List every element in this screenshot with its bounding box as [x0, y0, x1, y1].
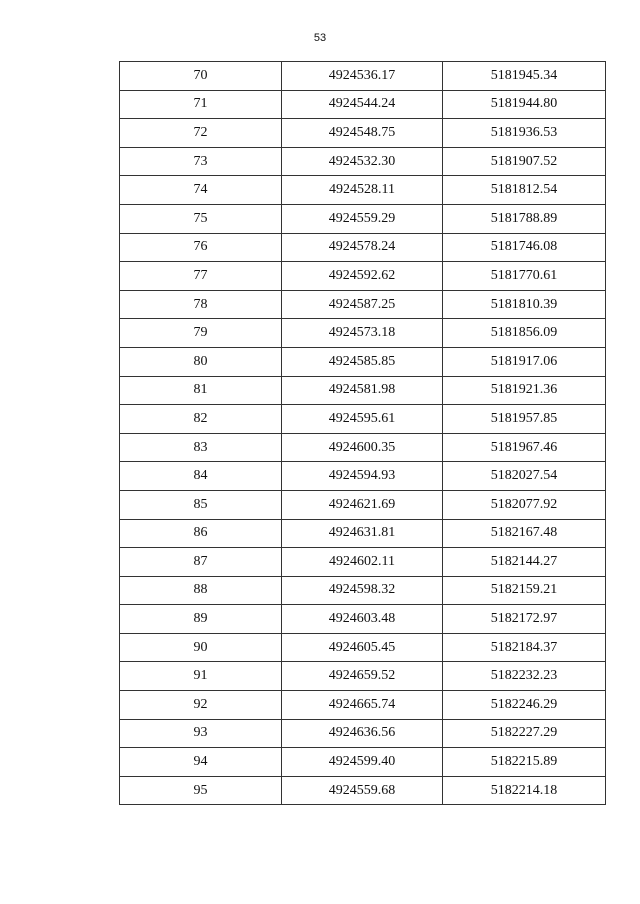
table-row — [120, 90, 606, 119]
point-number-cell: 72 — [120, 119, 282, 148]
y-coordinate-cell: 5182172.97 — [443, 605, 606, 634]
table-row — [120, 662, 606, 691]
y-coordinate-cell: 5181936.53 — [443, 119, 606, 148]
x-coordinate-cell: 4924665.74 — [282, 691, 443, 720]
table-row — [120, 62, 606, 91]
x-coordinate-cell: 4924532.30 — [282, 147, 443, 176]
x-coordinate-cell: 4924528.11 — [282, 176, 443, 205]
point-number-cell: 83 — [120, 433, 282, 462]
x-coordinate-cell: 4924605.45 — [282, 633, 443, 662]
y-coordinate-cell: 5181812.54 — [443, 176, 606, 205]
point-number-cell: 90 — [120, 633, 282, 662]
table-row — [120, 691, 606, 720]
point-number-cell: 78 — [120, 290, 282, 319]
table-row — [120, 519, 606, 548]
table-row — [120, 605, 606, 634]
y-coordinate-cell: 5181921.36 — [443, 376, 606, 405]
y-coordinate-cell: 5181788.89 — [443, 204, 606, 233]
y-coordinate-cell: 5182159.21 — [443, 576, 606, 605]
x-coordinate-cell: 4924559.29 — [282, 204, 443, 233]
point-number-cell: 74 — [120, 176, 282, 205]
y-coordinate-cell: 5182184.37 — [443, 633, 606, 662]
y-coordinate-cell: 5181746.08 — [443, 233, 606, 262]
x-coordinate-cell: 4924594.93 — [282, 462, 443, 491]
table-row — [120, 462, 606, 491]
table-row — [120, 748, 606, 777]
table-row — [120, 405, 606, 434]
point-number-cell: 94 — [120, 748, 282, 777]
table-row — [120, 776, 606, 805]
y-coordinate-cell: 5182144.27 — [443, 548, 606, 577]
table-row — [120, 376, 606, 405]
y-coordinate-cell: 5181770.61 — [443, 262, 606, 291]
y-coordinate-cell: 5181907.52 — [443, 147, 606, 176]
point-number-cell: 86 — [120, 519, 282, 548]
table-row — [120, 719, 606, 748]
x-coordinate-cell: 4924659.52 — [282, 662, 443, 691]
x-coordinate-cell: 4924598.32 — [282, 576, 443, 605]
x-coordinate-cell: 4924603.48 — [282, 605, 443, 634]
y-coordinate-cell: 5182232.23 — [443, 662, 606, 691]
table-row — [120, 490, 606, 519]
y-coordinate-cell: 5181810.39 — [443, 290, 606, 319]
x-coordinate-cell: 4924578.24 — [282, 233, 443, 262]
table-row — [120, 347, 606, 376]
y-coordinate-cell: 5182227.29 — [443, 719, 606, 748]
y-coordinate-cell: 5181945.34 — [443, 62, 606, 91]
point-number-cell: 82 — [120, 405, 282, 434]
y-coordinate-cell: 5182214.18 — [443, 776, 606, 805]
table-row — [120, 204, 606, 233]
table-row — [120, 119, 606, 148]
x-coordinate-cell: 4924573.18 — [282, 319, 443, 348]
page-number: 53 — [313, 32, 327, 44]
table-row — [120, 433, 606, 462]
table-row — [120, 290, 606, 319]
x-coordinate-cell: 4924585.85 — [282, 347, 443, 376]
table-row — [120, 576, 606, 605]
point-number-cell: 81 — [120, 376, 282, 405]
point-number-cell: 80 — [120, 347, 282, 376]
coordinates-table-body — [120, 62, 606, 805]
x-coordinate-cell: 4924581.98 — [282, 376, 443, 405]
point-number-cell: 91 — [120, 662, 282, 691]
point-number-cell: 70 — [120, 62, 282, 91]
y-coordinate-cell: 5182077.92 — [443, 490, 606, 519]
point-number-cell: 73 — [120, 147, 282, 176]
point-number-cell: 84 — [120, 462, 282, 491]
y-coordinate-cell: 5182167.48 — [443, 519, 606, 548]
y-coordinate-cell: 5181967.46 — [443, 433, 606, 462]
point-number-cell: 88 — [120, 576, 282, 605]
x-coordinate-cell: 4924600.35 — [282, 433, 443, 462]
table-row — [120, 633, 606, 662]
y-coordinate-cell: 5181957.85 — [443, 405, 606, 434]
point-number-cell: 79 — [120, 319, 282, 348]
point-number-cell: 89 — [120, 605, 282, 634]
x-coordinate-cell: 4924587.25 — [282, 290, 443, 319]
table-row — [120, 176, 606, 205]
point-number-cell: 95 — [120, 776, 282, 805]
y-coordinate-cell: 5181944.80 — [443, 90, 606, 119]
y-coordinate-cell: 5182215.89 — [443, 748, 606, 777]
y-coordinate-cell: 5182027.54 — [443, 462, 606, 491]
table-row — [120, 262, 606, 291]
x-coordinate-cell: 4924544.24 — [282, 90, 443, 119]
y-coordinate-cell: 5182246.29 — [443, 691, 606, 720]
x-coordinate-cell: 4924536.17 — [282, 62, 443, 91]
point-number-cell: 71 — [120, 90, 282, 119]
x-coordinate-cell: 4924595.61 — [282, 405, 443, 434]
table-row — [120, 548, 606, 577]
x-coordinate-cell: 4924592.62 — [282, 262, 443, 291]
point-number-cell: 93 — [120, 719, 282, 748]
table-row — [120, 233, 606, 262]
x-coordinate-cell: 4924599.40 — [282, 748, 443, 777]
x-coordinate-cell: 4924602.11 — [282, 548, 443, 577]
x-coordinate-cell: 4924621.69 — [282, 490, 443, 519]
table-row — [120, 147, 606, 176]
y-coordinate-cell: 5181917.06 — [443, 347, 606, 376]
x-coordinate-cell: 4924559.68 — [282, 776, 443, 805]
x-coordinate-cell: 4924636.56 — [282, 719, 443, 748]
point-number-cell: 92 — [120, 691, 282, 720]
coordinates-table — [119, 61, 606, 805]
point-number-cell: 76 — [120, 233, 282, 262]
point-number-cell: 77 — [120, 262, 282, 291]
point-number-cell: 75 — [120, 204, 282, 233]
point-number-cell: 87 — [120, 548, 282, 577]
x-coordinate-cell: 4924548.75 — [282, 119, 443, 148]
table-row — [120, 319, 606, 348]
x-coordinate-cell: 4924631.81 — [282, 519, 443, 548]
y-coordinate-cell: 5181856.09 — [443, 319, 606, 348]
point-number-cell: 85 — [120, 490, 282, 519]
